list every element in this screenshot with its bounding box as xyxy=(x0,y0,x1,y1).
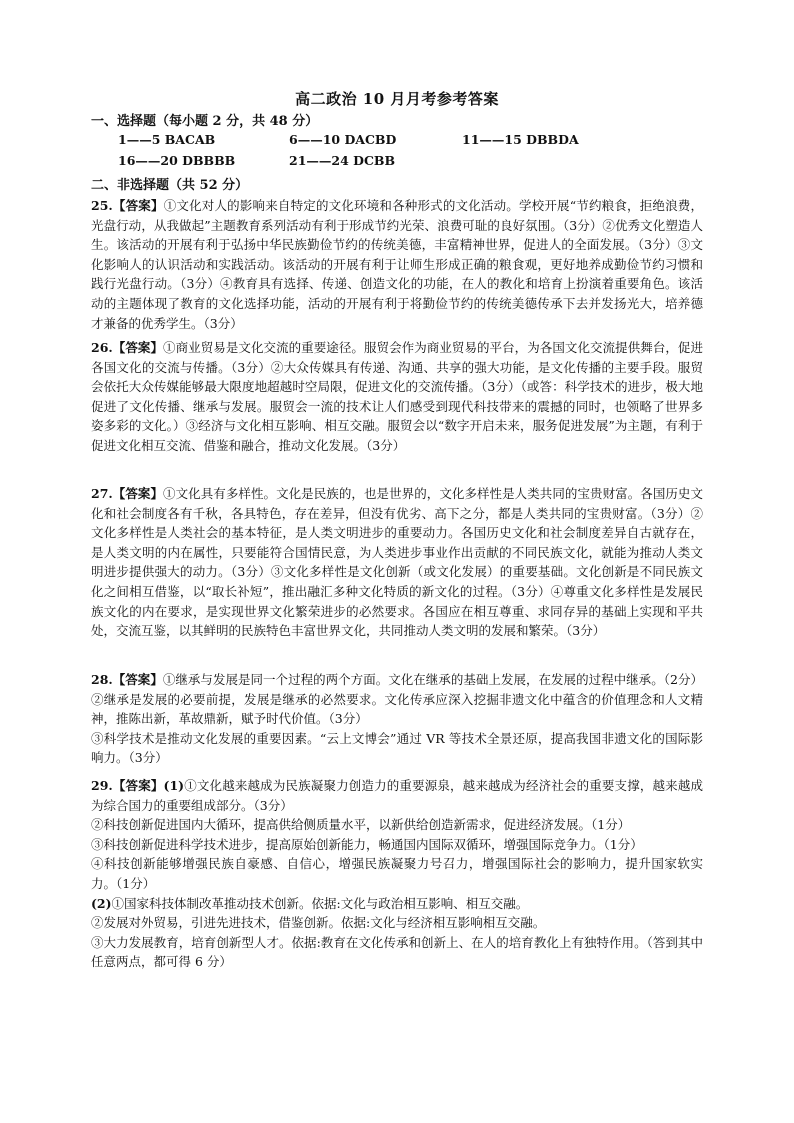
answer-25 xyxy=(91,196,703,333)
section-heading-nonchoice: 二、非选择题（共 52 分） xyxy=(91,178,249,193)
answer-29-p4: ④科技创新能够增强民族自豪感、自信心，增强民族凝聚力号召力，增强国际社会的影响力，提升国家软实力。（1分） xyxy=(91,856,703,891)
answer-29-p5: ①国家科技体制改革推动技术创新。依据:文化与政治相互影响、相互交融。 xyxy=(111,895,529,911)
answer-key-11-15: 11——15 DBBDA xyxy=(462,132,579,147)
answer-26-label: 26.【答案】 xyxy=(91,340,164,355)
answer-29-p2: ②科技创新促进国内大循环，提高供给侧质量水平，以新供给创造新需求，促进经济发展。（1分） xyxy=(91,817,631,833)
answer-29-label: 29.【答案】 xyxy=(91,778,164,793)
section-heading-choice: 一、选择题（每小题 2 分，共 48 分） xyxy=(91,114,319,129)
answer-25-label: 25.【答案】 xyxy=(91,198,164,213)
answer-28-label: 28.【答案】 xyxy=(91,672,163,687)
answer-29-p1: ①文化越来越成为民族凝聚力创造力的重要源泉，越来越成为经济社会的重要支撑，越来越成为综合国力的重要组成部分。（3分） xyxy=(91,778,703,813)
answer-key-row-2 xyxy=(0,153,794,171)
answer-27-text: ①文化具有多样性。文化是民族的，也是世界的，文化多样性是人类共同的宝贵财富。各国历史文化和社会制度各有千秋，各具特色，存在差异，但没有优劣、高下之分，都是人类共同的宝贵财富。（3分）②文化多样性是人类社会的基本特征，是人类文明进步的重要动力。各国历史文化和社会制度差异自古就存在，是人类文明的内在属性，只要能符合国情民意，为人类进步事业作出贡献的不同民族文化，就能为推动人类文明进步提供强大的动力。（3分）③文化多样性是文化创新（或文化发展）的重要基础。文化创新是不同民族文化之间相互借鉴，以“取长补短”，推出融汇多种文化特质的新文化的过程。（3分）④尊重文化多样性是发展民族文化的内在要求，是实现世界文化繁荣进步的必然要求。各国应在相互尊重、求同存异的基础上实现和平共处，交流互鉴，以其鲜明的民族特色丰富世界文化，共同推动人类文明的发展和繁荣。（3分） xyxy=(91,486,703,639)
answer-29 xyxy=(91,776,703,972)
answer-key-row-1 xyxy=(0,132,794,150)
answer-29-p6: ②发展对外贸易，引进先进技术，借鉴创新。依据:文化与经济相互影响相互交融。 xyxy=(91,915,546,931)
answer-27 xyxy=(91,484,703,641)
answer-28-text: ①继承与发展是同一个过程的两个方面。文化在继承的基础上发展，在发展的过程中继承。（2分）②继承是发展的必要前提，发展是继承的必然要求。文化传承应深入挖掘非遗文化中蕴含的价值理念和人文精神，推陈出新，革故鼎新，赋予时代价值。（3分） xyxy=(91,672,703,727)
answer-key-6-10: 6——10 DACBD xyxy=(289,132,397,147)
answer-29-p7: ③大力发展教育，培育创新型人才。依据:教育在文化传承和创新上、在人的培育教化上有独特作用。（答到其中任意两点，都可得 6 分） xyxy=(91,934,703,970)
page-title: 高二政治 10 月月考参考答案 xyxy=(295,90,499,108)
answer-key-1-5: 1——5 BACAB xyxy=(118,132,216,147)
answer-28-text-2: ③科学技术是推动文化发展的重要因素。“云上文博会”通过 VR 等技术全景还原，提高我国非遗文化的国际影响力。（3分） xyxy=(91,730,703,766)
answer-29-part2-label: (2) xyxy=(91,895,112,911)
answer-26-text: ①商业贸易是文化交流的重要途径。服贸会作为商业贸易的平台，为各国文化交流提供舞台，促进各国文化的交流与传播。（3分）②大众传媒具有传递、沟通、共享的强大功能，是文化传播的主要手段。服贸会依托大众传媒能够最大限度地超越时空局限，促进文化的交流传播。（3分）（或答：科学技术的进步，极大地促进了文化传播、继承与发展。服贸会一流的技术让人们感受到现代科技带来的震撼的同时，也领略了世界多姿多彩的文化。）③经济与文化相互影响、相互交融。服贸会以“数字开启未来，服务促进发展”为主题，有利于促进文化相互交流、借鉴和融合，推动文化发展。（3分） xyxy=(91,340,703,453)
answer-key-16-20: 16——20 DBBBB xyxy=(118,153,236,168)
answer-28 xyxy=(91,670,703,768)
answer-key-21-24: 21——24 DCBB xyxy=(289,153,396,168)
answer-25-text: ①文化对人的影响来自特定的文化环境和各种形式的文化活动。学校开展“节约粮食，拒绝浪费，光盘行动，从我做起”主题教育系列活动有利于形成节约光荣、浪费可耻的良好氛围。（3分）②优秀文化塑造人生。该活动的开展有利于弘扬中华民族勤俭节约的传统美德，丰富精神世界，促进人的全面发展。（3分）③文化影响人的认识活动和实践活动。该活动的开展有利于让师生形成正确的粮食观，更好地养成勤俭节约习惯和践行光盘行动。（3分）④教育具有选择、传递、创造文化的功能，在人的教化和培育上扮演着重要角色。该活动的主题体现了教育的文化选择功能，活动的开展有利于将勤俭节约的传统美德传承下去并发扬光大，培养德才兼备的优秀学生。（3分） xyxy=(91,198,703,331)
answer-29-part1-label: (1) xyxy=(163,778,185,793)
answer-29-p3: ③科技创新促进科学技术进步，提高原始创新能力，畅通国内国际双循环，增强国际竞争力。（1分） xyxy=(91,836,643,852)
answer-27-label: 27.【答案】 xyxy=(91,486,164,501)
answer-26 xyxy=(91,338,703,456)
